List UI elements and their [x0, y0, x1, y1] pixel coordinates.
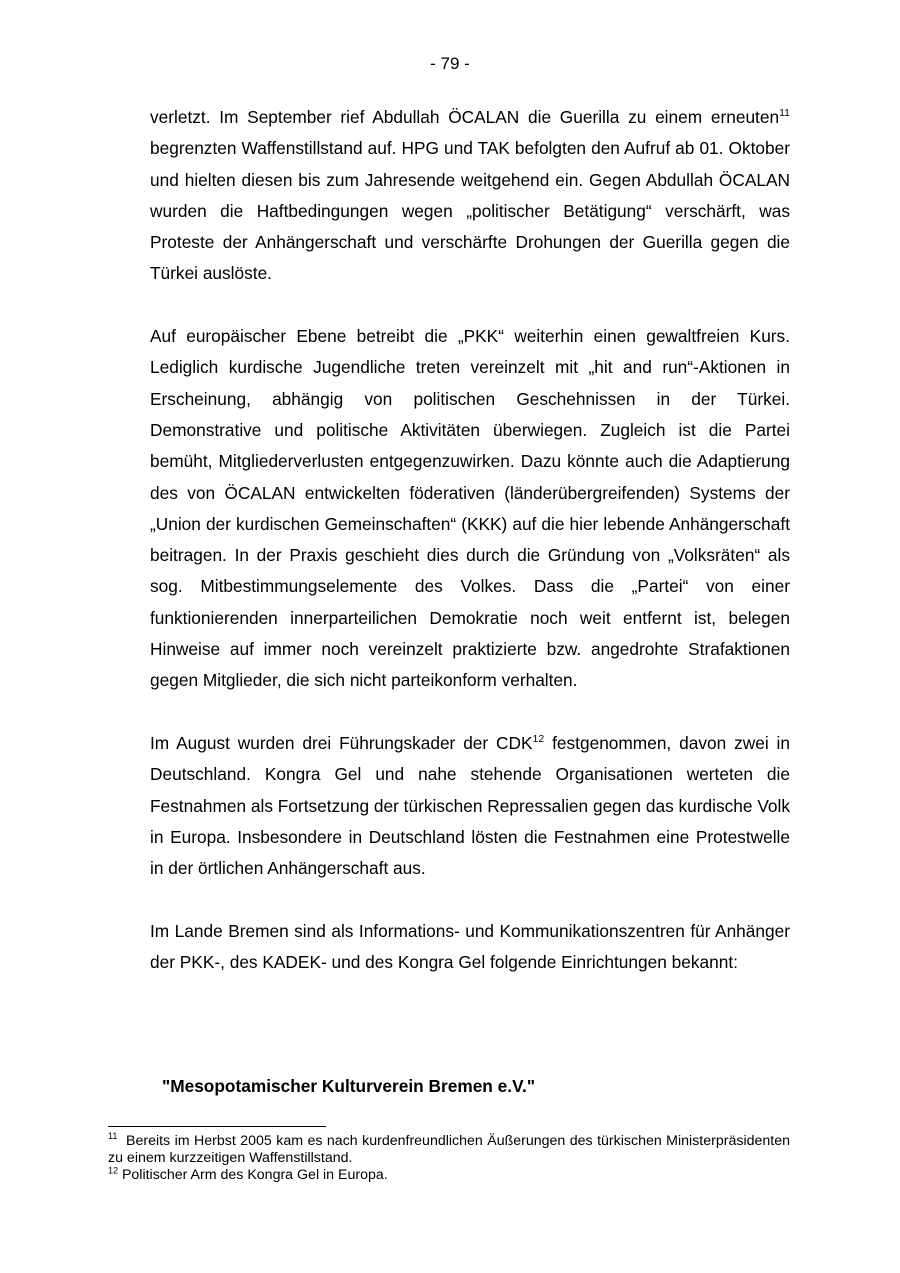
paragraph-3-text-b: festgenommen, davon zwei in Deutschland. Kongra Gel und nahe stehende Organisationen werteten die Festnahmen als Fortsetzung der türkischen Repressalien gegen das kurdische Volk in Europa. Insbesondere in Deutschland lösten die Festnahmen eine Protestwelle in der örtlichen Anhängerschaft aus.	[150, 732, 790, 879]
footnote-ref-12: 12	[532, 733, 545, 746]
footnote-divider	[108, 1126, 326, 1127]
paragraph-3-text-a: Im August wurden drei Führungskader der CDK	[150, 732, 533, 753]
paragraph-1-text-b: begrenzten Waffenstillstand auf. HPG und TAK befolgten den Aufruf ab 01. Oktober und hielten diesen bis zum Jahresende weitgehend ein. Gegen Abdullah ÖCALAN wurden die Haftbedingungen wegen „politischer Betätigung“ verschärft, was Proteste der Anhängerschaft und verschärfte Drohungen der Guerilla gegen die Türkei auslöste.	[150, 138, 790, 284]
page-number: - 79 -	[430, 54, 470, 73]
paragraph-4: Im Lande Bremen sind als Informations- und Kommunikationszentren für Anhänger der PKK-, des KADEK- und des Kongra Gel folgende Einrichtungen bekannt:	[150, 920, 790, 973]
footnote-12-text: Politischer Arm des Kongra Gel in Europa.	[118, 1167, 388, 1183]
paragraph-1	[150, 102, 790, 290]
paragraph-1-text-a: verletzt. Im September rief Abdullah ÖCALAN die Guerilla zu einem erneuten	[150, 107, 780, 127]
paragraph-3	[150, 728, 790, 884]
footnote-12	[108, 1167, 790, 1184]
body-text	[150, 102, 790, 978]
footnote-ref-11: 11	[779, 107, 790, 120]
footnote-12-mark: 12	[108, 1165, 119, 1176]
section-heading: "Mesopotamischer Kulturverein Bremen e.V."	[162, 1076, 536, 1096]
footnote-11-text: Bereits im Herbst 2005 kam es nach kurdenfreundlichen Äußerungen des türkischen Ministerpräsidenten zu einem kurzzeitigen Waffenstillstand.	[108, 1133, 790, 1166]
paragraph-2: Auf europäischer Ebene betreibt die „PKK“ weiterhin einen gewaltfreien Kurs. Lediglich kurdische Jugendliche treten vereinzelt mit „hit and run“-Aktionen in Erscheinung, abhängig von politischen Geschehnissen in der Türkei. Demonstrative und politische Aktivitäten überwiegen. Zugleich ist die Partei bemüht, Mitgliederverlusten entgegenzuwirken. Dazu könnte auch die Adaptierung des von ÖCALAN entwickelten föderativen (länderübergreifenden) Systems der „Union der kurdischen Gemeinschaften“ (KKK) auf die hier lebende Anhängerschaft beitragen. In der Praxis geschieht dies durch die Gründung von „Volksräten“ als sog. Mitbestimmungselemente des Volkes. Dass die „Partei“ von einer funktionierenden innerparteilichen Demokratie noch weit entfernt ist, belegen Hinweise auf immer noch vereinzelt praktizierte bzw. angedrohte Strafaktionen gegen Mitglieder, die sich nicht parteikonform verhalten.	[150, 326, 790, 691]
footnotes	[108, 1133, 790, 1184]
footnote-11: $^{11}$ Bereits im Herbst 2005 kam es nach kurdenfreundlichen Äußerungen des türkischen Ministerpräsidenten zu einem kurzzeitigen Waffenstillstand.	[108, 1131, 790, 1166]
